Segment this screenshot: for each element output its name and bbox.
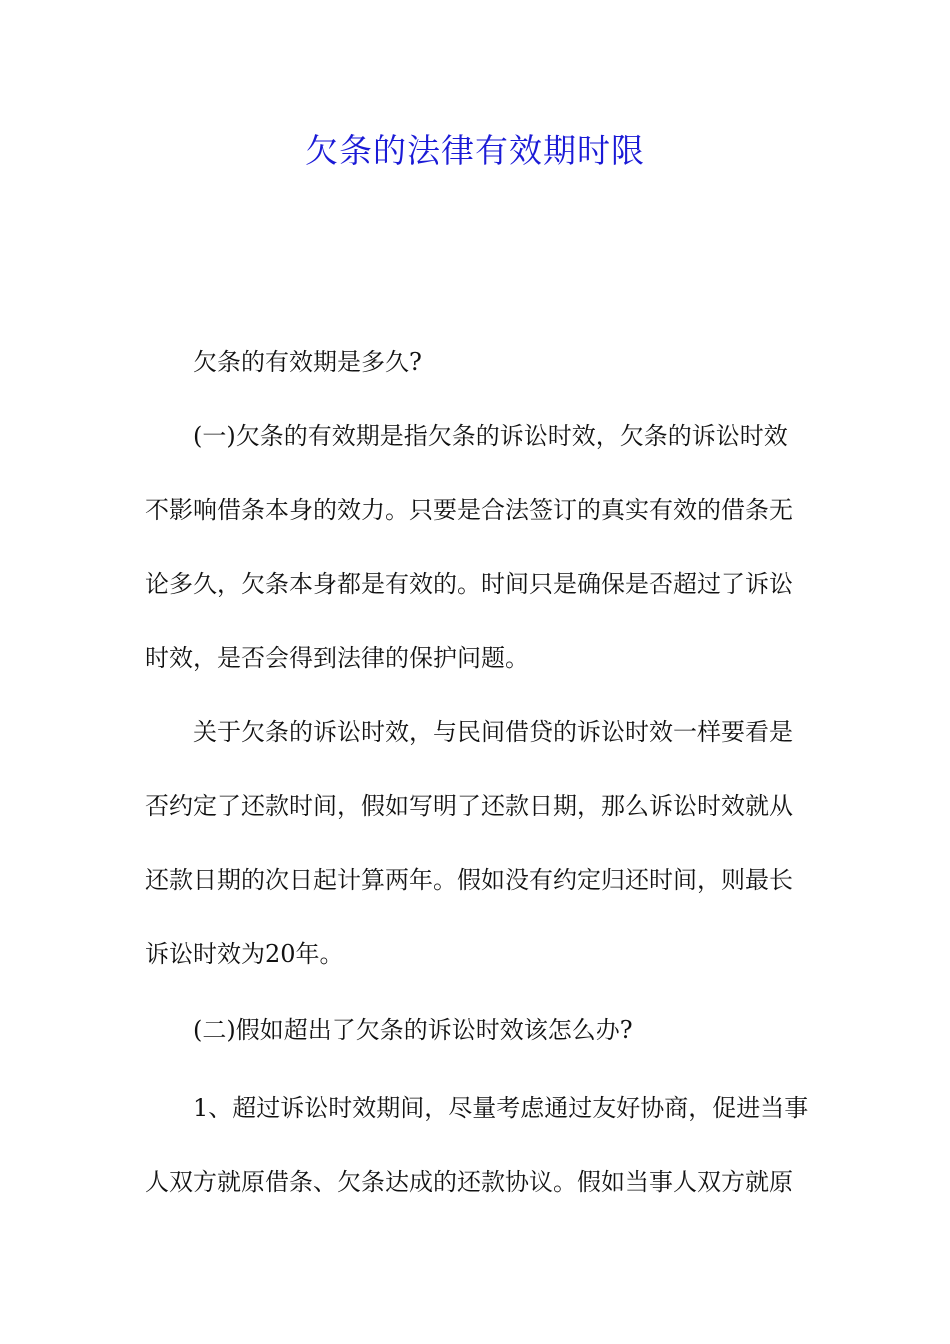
document-title: 欠条的法律有效期时限 xyxy=(305,131,645,170)
paragraph-line: 人双方就原借条、欠条达成的还款协议。假如当事人双方就原 xyxy=(145,1168,793,1196)
paragraph-line: 时效，是否会得到法律的保护问题。 xyxy=(145,644,529,672)
paragraph-line: 不影响借条本身的效力。只要是合法签订的真实有效的借条无 xyxy=(145,496,793,524)
paragraph-line: 还款日期的次日起计算两年。假如没有约定归还时间，则最长 xyxy=(145,866,793,894)
paragraph-line: 否约定了还款时间，假如写明了还款日期，那么诉讼时效就从 xyxy=(145,792,793,820)
paragraph-line: 诉讼时效为20年。 xyxy=(145,940,344,968)
paragraph-line: (一)欠条的有效期是指欠条的诉讼时效，欠条的诉讼时效 xyxy=(193,422,788,450)
paragraph-line: (二)假如超出了欠条的诉讼时效该怎么办? xyxy=(193,1016,633,1044)
paragraph-line: 1、超过诉讼时效期间，尽量考虑通过友好协商，促进当事 xyxy=(193,1094,809,1122)
paragraph-line: 关于欠条的诉讼时效，与民间借贷的诉讼时效一样要看是 xyxy=(193,718,793,746)
paragraph-line: 欠条的有效期是多久? xyxy=(193,348,422,376)
paragraph-line: 论多久，欠条本身都是有效的。时间只是确保是否超过了诉讼 xyxy=(145,570,793,598)
